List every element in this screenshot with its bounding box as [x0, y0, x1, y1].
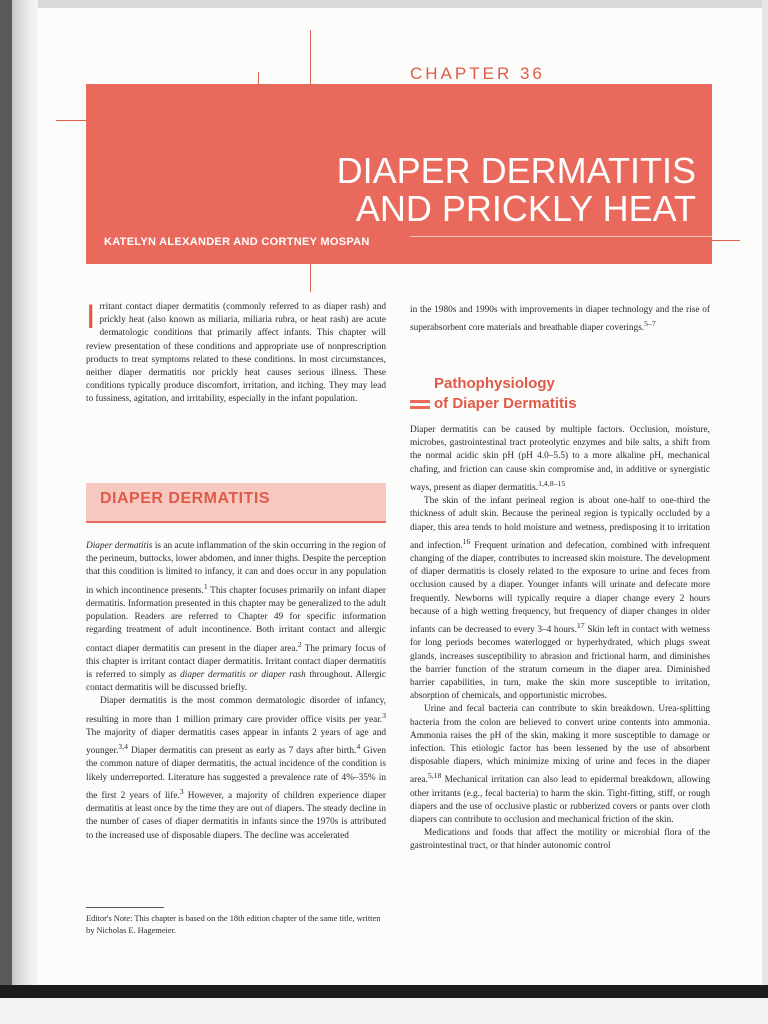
citation: 3 — [382, 710, 386, 720]
citation: 2 — [297, 639, 302, 649]
diaper-dermatitis-paragraph-2 — [86, 695, 386, 842]
pathophysiology-paragraph-1 — [410, 424, 710, 495]
para-text: throughout. Allergic contact dermatitis will be discussed briefly. — [86, 670, 386, 694]
deco-rule-title — [410, 236, 740, 237]
citation: 1,4,8–15 — [538, 478, 566, 488]
para-text: Diaper dermatitis is the most common dermatologic disorder of infancy, resulting in more than 1 million primary care provider office visits per year. — [86, 696, 386, 725]
para-text: Diaper dermatitis can present as early as 7 days after birth. — [127, 746, 357, 757]
sub-heading-bar — [410, 400, 430, 403]
continuation-paragraph — [410, 304, 710, 336]
citation: 17 — [576, 621, 585, 631]
term-diaper-rash: diaper dermatitis or diaper rash — [180, 670, 306, 681]
footnote-rule — [86, 907, 164, 908]
sub-heading-bar — [410, 406, 430, 409]
diaper-dermatitis-body — [86, 540, 386, 843]
section-heading-underline — [86, 521, 386, 523]
para-text: The skin of the infant perineal region is about one-half to one-third the thickness of adult skin. Because the perineal region is typically occluded by a diaper, this area tends to hold moisture and wetness, predisposing it to irritation and infection. — [410, 496, 710, 551]
intro-paragraph-block — [86, 298, 386, 407]
sub-heading-line1: Pathophysiology — [434, 375, 555, 392]
chapter-title-line2: AND PRICKLY HEAT — [355, 188, 696, 229]
pathophysiology-body — [410, 424, 710, 854]
chapter-label: CHAPTER 36 — [410, 64, 545, 83]
chapter-title — [337, 152, 696, 228]
citation: 4 — [356, 742, 361, 752]
next-page-edge — [0, 998, 768, 1024]
intro-paragraph — [86, 298, 386, 407]
sub-heading-pathophysiology — [434, 374, 577, 414]
para-text: Given the common nature of diaper dermatitis, the actual incidence of the condition is likely underreported. Literature has suggested a prevalence rate of 4%–35% in the first 2 years of life. — [86, 746, 386, 801]
para-text: Urine and fecal bacteria can contribute to skin breakdown. Urea-splitting bacteria from the colon are believed to convert urine contents into ammonia. Ammonia raises the pH of the skin, making it more susceptible to damage or infection. This etiologic factor has been lessened by the use of absorbent disposable diapers, which minimize mixing of urine and feces in the diaper area. — [410, 704, 710, 786]
diaper-dermatitis-paragraph-1 — [86, 540, 386, 695]
page-right-edge — [762, 0, 768, 990]
pathophysiology-paragraph-3 — [410, 703, 710, 827]
section-heading: DIAPER DERMATITIS — [100, 490, 270, 507]
right-column-continuation — [410, 304, 710, 336]
para-text: Frequent urination and defecation, combined with infrequent changing of the diaper, contributes to increased skin moisture. The development of diaper dermatitis is closely related to the exposure to urine and feces from occlusion caused by a diaper. Younger infants will urinate and defecate more frequently. Newborns will typically require a diaper change every 2 hours because of a high wetting frequency, but frequency of diaper changes in older infants can be decreased to every 3–4 hours. — [410, 540, 710, 636]
sub-heading-line2: of Diaper Dermatitis — [434, 395, 577, 412]
intro-text: rritant contact diaper dermatitis (commonly referred to as diaper rash) and prickly heat (also known as miliaria, miliaria rubra, or heat rash) are acute dermatologic conditions that primarily affect infants. This chapter will review presentation of these conditions and appropriate use of nonprescription products to treat symptoms related to these conditions. In most circumstances, neither diaper dermatitis nor prickly heat causes serious illness. These conditions typically produce discomfort, irritation, and itching. They may lead to fussiness, agitation, and irritability, especially in the infant population. — [86, 302, 386, 405]
citation: 16 — [462, 536, 471, 546]
para-text: The majority of diaper dermatitis cases appear in infants 2 years of age and younger. — [86, 727, 386, 757]
para-text: Skin left in contact with wetness for long periods becomes waterlogged or hyperhydrated, which plugs sweat glands, increases susceptibility to abrasion and frictional harm, and diminishes the barrier function of the stratum corneum in the diaper area. Diminished barrier capabilities, in turn, make the skin more susceptible to irritation, absorption of chemicals, and opportunistic microbes. — [410, 625, 710, 702]
para-text: in the 1980s and 1990s with improvements in diaper technology and the rise of superabsorbent core materials and breathable diaper coverings. — [410, 305, 710, 334]
citation: 3,4 — [118, 742, 128, 752]
editors-note-footnote: Editor's Note: This chapter is based on the 18th edition chapter of the same title, written by Nicholas E. Hagemeier. — [86, 914, 381, 935]
para-text: Medications and foods that affect the motility or microbial flora of the gastrointestinal tract, or that hinder autonomic control — [410, 828, 710, 852]
para-text: Mechanical irritation can also lead to epidermal breakdown, allowing other irritants (e.g., fecal bacteria) to harm the skin. Tight-fitting, stiff, or rough diapers and the use of occlusive plastic or rubberized covers or pants over cloth diapers can contribute to occlusion and mechanical friction of the skin. — [410, 775, 710, 826]
para-text: However, a majority of children experience diaper dermatitis at least once by the time they are out of diapers. The steady decline in the number of cases of diaper dermatitis in infants since the 1970s is attributed to the increased use of disposable diapers. The decline was accelerated — [86, 790, 386, 841]
citation: 5,18 — [427, 771, 442, 781]
para-text: Diaper dermatitis can be caused by multiple factors. Occlusion, moisture, microbes, gastrointestinal tract proteolytic enzymes and bile salts, a shift from the normal acidic skin pH (pH 4.0–5.5) to a more alkaline pH, mechanical chafing, and friction can cause skin compromise and, in additive or synergistic ways, present as diaper dermatitis. — [410, 425, 710, 493]
book-gutter-edge — [0, 0, 12, 1024]
pathophysiology-paragraph-4 — [410, 827, 710, 853]
pathophysiology-paragraph-2 — [410, 495, 710, 703]
drop-cap: I — [86, 298, 96, 336]
para-text: This chapter focuses primarily on infant diaper dermatitis. Information presented in this chapter may be generalized to the adult population. Readers are referred to Chapter 49 for specific information regarding treatment of adult incontinence. Both irritant contact and allergic contact diaper dermatitis can present in the diaper area. — [86, 585, 386, 654]
citation: 1 — [203, 581, 208, 591]
citation: 3 — [179, 786, 184, 796]
term-diaper-dermatitis: Diaper dermatitis — [86, 541, 153, 551]
para-text: The primary focus of this chapter is irritant contact diaper dermatitis. Irritant contact diaper dermatitis is referred to simply as — [86, 643, 386, 681]
chapter-title-line1: DIAPER DERMATITIS — [336, 150, 696, 191]
chapter-authors: KATELYN ALEXANDER AND CORTNEY MOSPAN — [104, 236, 370, 248]
scan-top-edge — [0, 0, 768, 8]
para-text: is an acute inflammation of the skin occurring in the region of the perineum, buttocks, lower abdomen, and inner thighs. Despite the perception that this condition is limited to infancy, it can and does occur in any population in which incontinence presents. — [86, 541, 387, 596]
citation: 5–7 — [644, 319, 656, 329]
